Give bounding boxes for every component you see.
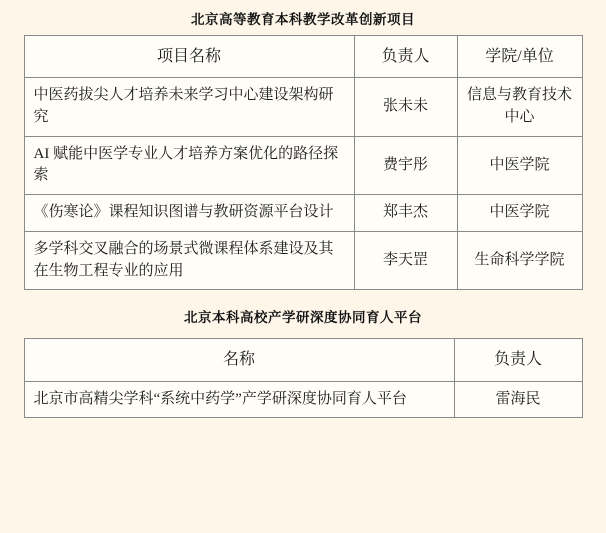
table-body-teaching-reform — [24, 78, 582, 290]
table-header-row — [24, 339, 582, 381]
table-row — [24, 231, 582, 290]
column-header-unit: 学院/单位 — [457, 36, 582, 78]
section-title-collaborative-platform: 北京本科高校产学研深度协同育人平台 — [184, 310, 422, 326]
column-header-leader: 负责人 — [354, 36, 457, 78]
table-row — [24, 195, 582, 232]
cell-project-name: 中医药拔尖人才培养未来学习中心建设架构研究 — [24, 78, 354, 137]
column-header-platform-name: 名称 — [24, 339, 454, 381]
table-wrapper-collaborative-platform — [0, 338, 606, 418]
cell-unit: 中医学院 — [457, 195, 582, 232]
cell-unit: 信息与教育技术中心 — [457, 78, 582, 137]
cell-leader: 雷海民 — [454, 381, 582, 418]
cell-leader: 费宇彤 — [354, 136, 457, 195]
cell-unit: 生命科学学院 — [457, 231, 582, 290]
table-wrapper-teaching-reform — [0, 35, 606, 290]
table-teaching-reform-projects — [24, 35, 583, 290]
table-row — [24, 78, 582, 137]
cell-leader: 张未未 — [354, 78, 457, 137]
table-body-collaborative-platform — [24, 381, 582, 418]
cell-unit: 中医学院 — [457, 136, 582, 195]
section-title-teaching-reform: 北京高等教育本科教学改革创新项目 — [191, 12, 415, 27]
cell-project-name: AI 赋能中医学专业人才培养方案优化的路径探索 — [24, 136, 354, 195]
cell-leader: 李天罡 — [354, 231, 457, 290]
column-header-leader: 负责人 — [454, 339, 582, 381]
cell-platform-name: 北京市高精尖学科“系统中药学”产学研深度协同育人平台 — [24, 381, 454, 418]
table-row — [24, 136, 582, 195]
table-row — [24, 381, 582, 418]
table-collaborative-platform — [24, 338, 583, 418]
table-header-row — [24, 36, 582, 78]
cell-leader: 郑丰杰 — [354, 195, 457, 232]
column-header-project-name: 项目名称 — [24, 36, 354, 78]
table-header-row-group — [24, 339, 582, 381]
cell-project-name: 多学科交叉融合的场景式微课程体系建设及其在生物工程专业的应用 — [24, 231, 354, 290]
cell-project-name: 《伤寒论》课程知识图谱与教研资源平台设计 — [24, 195, 354, 232]
table-header-row-group — [24, 36, 582, 78]
